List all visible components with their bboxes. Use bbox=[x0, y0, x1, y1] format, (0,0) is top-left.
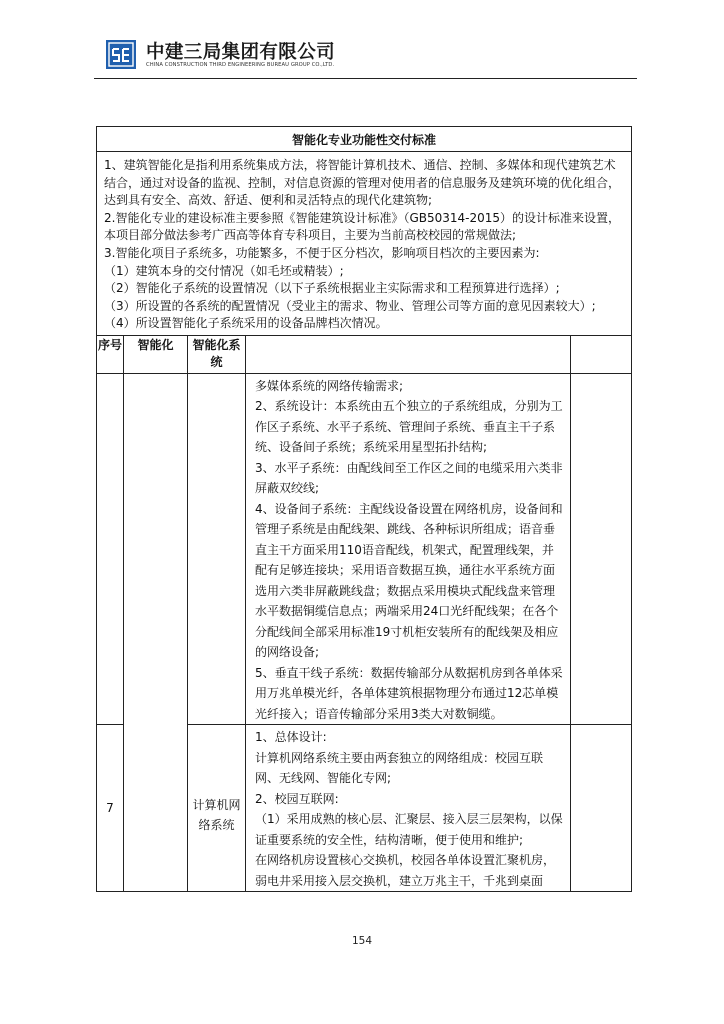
intro-paragraph: 3.智能化项目子系统多，功能繁多，不便于区分档次，影响项目档次的主要因素为: bbox=[104, 245, 540, 260]
header-remark bbox=[571, 335, 632, 373]
content-paragraph: 计算机网络系统主要由两套独立的网络组成：校园互联网、无线网、智能化专网; bbox=[255, 750, 544, 786]
subsystem-cell bbox=[188, 373, 246, 725]
content-paragraph: （1）采用成熟的核心层、汇聚层、接入层三层架构，以保证重要系统的安全性，结构清晰，便于使用和维护; bbox=[255, 812, 563, 847]
subsystem-cell: 计算机网络系统 bbox=[188, 725, 246, 892]
table-title: 智能化专业功能性交付标准 bbox=[97, 127, 632, 152]
intro-paragraph: （3）所设置的各系统的配置情况（受业主的需求、物业、管理公司等方面的意见因素较大）; bbox=[104, 298, 596, 313]
header-subsystem: 智能化系统 bbox=[188, 335, 246, 373]
intro-paragraph: （4）所设置智能化子系统采用的设备品牌档次情况。 bbox=[104, 316, 388, 331]
remark-cell bbox=[571, 725, 632, 892]
header-divider bbox=[94, 78, 637, 79]
intro-paragraph: 1、建筑智能化是指利用系统集成方法，将智能计算机技术、通信、控制、多媒体和现代建筑艺术结合，通过对设备的监视、控制，对信息资源的管理对使用者的信息服务及建筑环境的优化组合，达到具有安全、高效、舒适、便利和灵活特点的现代化建筑物; bbox=[104, 158, 621, 208]
content-paragraph: 4、设备间子系统：主配线设备设置在网络机房，设备间和管理子系统是由配线架、跳线、各种标识所组成；语音垂直主干方面采用110语音配线，机架式，配置理线架，并配有足够连接块；采用语音数据互换，通往水平系统方面选用六类非屏蔽跳线盘；数据点采用模块式配线盘来管理水平数据铜缆信息点；两端采用24口光纤配线架；在各个分配线间全部采用标准19寸机柜安装所有的配线架及相应的网络设备; bbox=[255, 501, 563, 660]
table-row bbox=[97, 373, 632, 725]
content-paragraph: 3、水平子系统：由配线间至工作区之间的电缆采用六类非屏蔽双绞线; bbox=[255, 460, 563, 496]
number-cell: 7 bbox=[97, 725, 124, 892]
content-cell bbox=[246, 725, 571, 892]
cscec-logo-icon bbox=[106, 40, 136, 69]
intro-paragraph: （2）智能化子系统的设置情况（以下子系统根据业主实际需求和工程预算进行选择）; bbox=[104, 281, 560, 296]
header-content bbox=[246, 335, 571, 373]
intro-text bbox=[97, 152, 632, 336]
content-cell bbox=[246, 373, 571, 725]
column-header-row bbox=[97, 335, 632, 373]
remark-cell bbox=[571, 373, 632, 725]
intro-paragraph: （1）建筑本身的交付情况（如毛坯或精装）; bbox=[104, 263, 344, 278]
company-name-cn: 中建三局集团有限公司 bbox=[146, 42, 336, 63]
page-number: 154 bbox=[351, 935, 373, 947]
company-name-en: CHINA CONSTRUCTION THIRD ENGINEERING BUREAU GROUP CO.,LTD. bbox=[146, 62, 335, 68]
content-paragraph: 5、垂直干线子系统：数据传输部分从数据机房到各单体采用万兆单模光纤，各单体建筑根据物理分布通过12芯单模光纤接入；语音传输部分采用3类大对数铜缆。 bbox=[255, 665, 563, 721]
content-paragraph: 2、校园互联网: bbox=[255, 791, 339, 806]
system-cell bbox=[124, 373, 188, 892]
header-system: 智能化 bbox=[124, 335, 188, 373]
content-paragraph: 在网络机房设置核心交换机，校园各单体设置汇聚机房，弱电井采用接入层交换机，建立万兆主干，千兆到桌面 bbox=[255, 853, 556, 888]
delivery-standard-table bbox=[96, 126, 632, 892]
header-number: 序号 bbox=[97, 335, 124, 373]
number-cell bbox=[97, 373, 124, 725]
intro-paragraph: 2.智能化专业的建设标准主要参照《智能建筑设计标准》（GB50314-2015）的设计标准来设置，本项目部分做法参考广西高等体育专科项目，主要为当前高校校园的常规做法; bbox=[104, 210, 621, 243]
content-paragraph: 1、总体设计: bbox=[255, 730, 327, 745]
content-paragraph: 2、系统设计：本系统由五个独立的子系统组成，分别为工作区子系统、水平子系统、管理间子系统、垂直主干子系统、设备间子系统；系统采用星型拓扑结构; bbox=[255, 399, 563, 455]
company-logo bbox=[106, 40, 136, 69]
content-paragraph: 多媒体系统的网络传输需求; bbox=[255, 378, 404, 393]
